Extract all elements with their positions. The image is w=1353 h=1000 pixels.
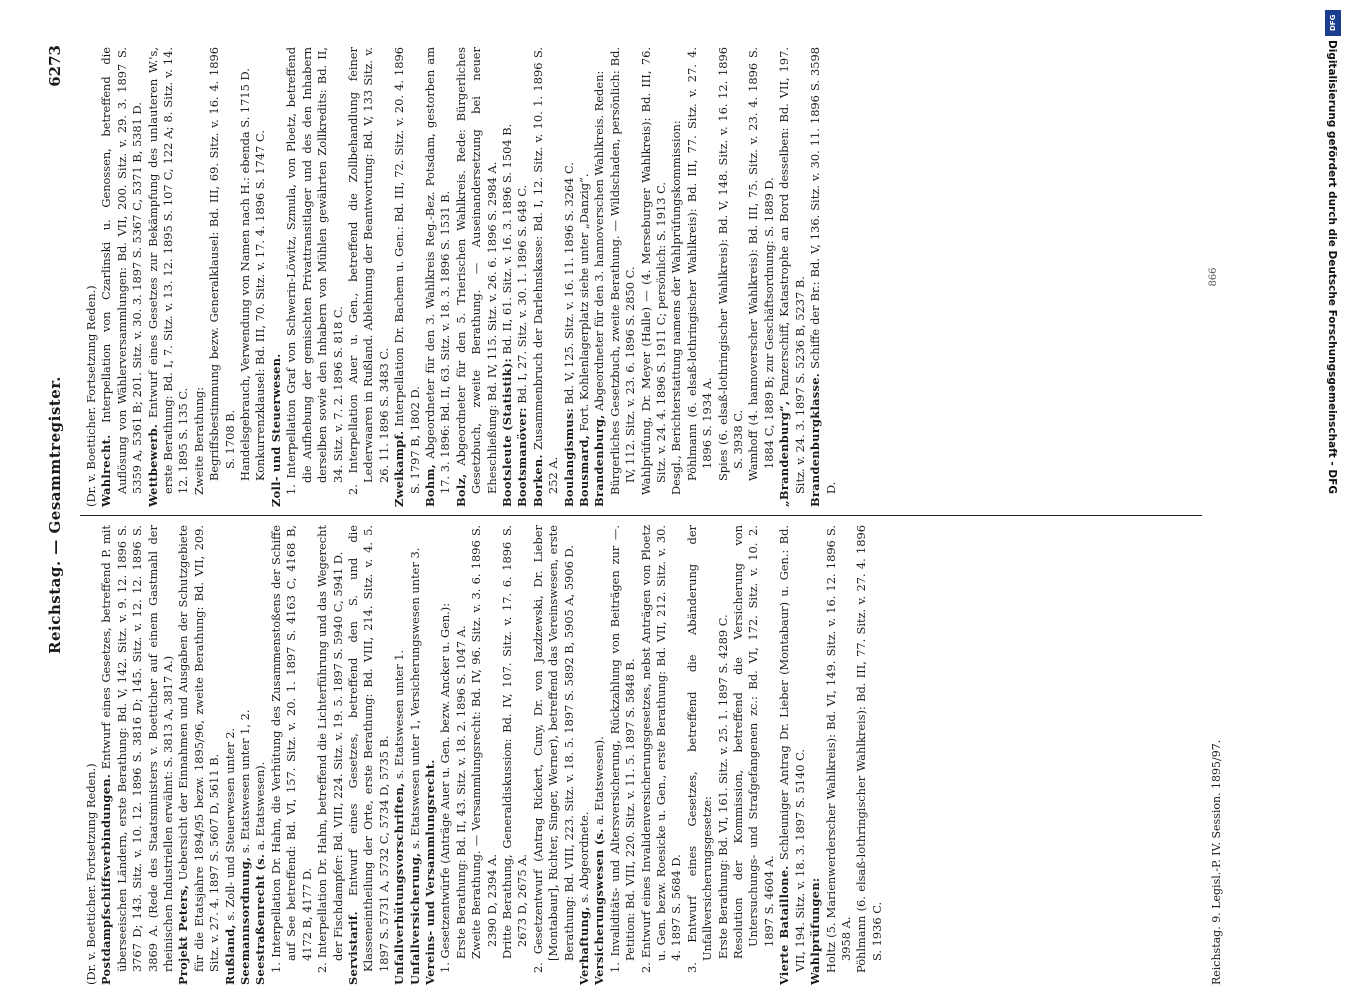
index-entry: 2. Entwurf eines Invalidenversicherungsgesetzes, nebst Anträgen von Ploetz u. Gen. bezw. Roesicke u. Gen., erste Berathung: Bd. VII, 212. Sitz. v. 30. 4. 1897 S. 5684 D.: [638, 525, 684, 973]
right-column: [84, 47, 1194, 507]
index-entry: Wahlprüfung, Dr. Meyer (Halle) — (4. Merseburger Wahlkreis): Bd. III, 76. Sitz. v. 24. 4. 1896 S. 1911 C; persönlich: S. 1913 C.: [638, 47, 669, 495]
page-title: Reichstag. — Gesammtregister.: [46, 376, 64, 654]
dfg-sidebar: [1318, 8, 1348, 992]
index-entry: Pöhlmann (6. elsaß-lothringischer Wahlkreis): Bd. III, 77. Sitz. v. 27. 4. 1896 S. 1936 C.: [854, 525, 884, 973]
index-entry: Seemannsordnung, s. Etatswesen unter 1, 2.: [238, 709, 253, 985]
rotated-document-page: [40, 45, 1300, 985]
index-entry: 1. Invaliditäts- und Altersversicherung, Rückzahlung von Beiträgen zur —. Petition: Bd. VIII, 220. Sitz. v. 11. 5. 1897 S. 5848 B.: [607, 525, 638, 973]
page-header: [40, 45, 72, 985]
index-entry: Spies (6. elsaß-lothringischer Wahlkreis): Bd. V, 148. Sitz. v. 16. 12. 1896 S. 3938 C.: [715, 47, 746, 481]
funding-notice: Digitalisierung gefördert durch die Deutsche Forschungsgemeinschaft - DFG: [1326, 40, 1338, 494]
index-entry: Bootsmanöver: Bd. I, 27. Sitz. v. 30. 1. 1896 S. 648 C.: [515, 184, 530, 507]
index-entry: 1. Interpellation Dr. Hahn, die Verhütung des Zusammenstoßens der Schiffe auf See betreffend: Bd. VI, 157. Sitz. v. 20. 1. 1897 S. 4163 C, 4168 B, 4172 B, 4177 D.: [268, 525, 314, 973]
index-entry: Wahlprüfungen:: [808, 877, 823, 985]
index-entry: Dritte Berathung, Generaldiskussion: Bd. IV, 107. Sitz. v. 17. 6. 1896 S. 2673 D, 2675 A.: [499, 525, 530, 959]
index-entry: Erste Berathung: Bd. VI, 161. Sitz. v. 25. 1. 1897 S. 4289 C.: [715, 614, 730, 959]
index-entry: (Dr. v. Boetticher. Fortsetzung Reden.): [84, 763, 98, 985]
index-entry: Handelsgebrauch, Verwendung von Namen nach H.: ebenda S. 1715 D.: [238, 68, 253, 481]
index-entry: Wahlrecht. Interpellation von Czarlinski u. Genossen, betreffend die Auflösung von Wählerversammlungen: Bd. VII, 200. Sitz. v. 29. 3. 1897 S. 5359 A, 5361 B; 201. Sitz. v. 30. 3. 1897 S. 5367 C, 5371 B, 5381 D.: [99, 47, 145, 507]
index-entry: Unfallversicherung, s. Etatswesen unter 1, Versicherungswesen unter 3.: [407, 547, 422, 985]
page-number: 6273: [46, 45, 64, 87]
index-entry: 3. Entwurf eines Gesetzes, betreffend die Abänderung der Unfallversicherungsgesetze:: [684, 525, 715, 973]
index-entry: Erste Berathung: Bd. II, 43. Sitz. v. 18. 2. 1896 S. 1047 A.: [453, 625, 468, 959]
index-entry: Boulangismus: Bd. V, 125. Sitz. v. 16. 11. 1896 S. 3264 C.: [561, 162, 576, 507]
index-entry: Projekt Peters, Uebersicht der Einnahmen und Ausgaben der Schutzgebiete für die Etatsjahre 1894/95 bezw. 1895/96, zweite Berathung: Bd. VII, 209. Sitz. v. 27. 4. 1897 S. 5607 D, 5611 B.: [176, 525, 222, 985]
index-entry: Pöhlmann (6. elsaß-lothringischer Wahlkreis): Bd. III, 77. Sitz. v. 27. 4. 1896 S. 1934 A.: [684, 47, 715, 481]
index-entry: Holtz (5. Marienwerderscher Wahlkreis): Bd. VI, 149. Sitz. v. 16. 12. 1896 S. 3958 A.: [823, 525, 853, 973]
index-entry: Rußland, s. Zoll- und Steuerwesen unter 2.: [222, 727, 237, 985]
page-footer: Reichstag. 9. Legisl.-P. IV. Session. 1895/97.: [1210, 739, 1223, 985]
index-entry: Versicherungswesen (s. a. Etatswesen).: [592, 736, 607, 985]
index-entry: 2. Interpellation Auer u. Gen., betreffend die Zollbehandlung feiner Lederwaaren in Rußland. Ablehnung der Beantwortung: Bd. V, 133 Sitz. v. 26. 11. 1896 S. 3483 C.: [345, 47, 391, 495]
index-entry: Brandenburgklasse. Schiffe der Br.: Bd. V, 136. Sitz. v. 30. 11. 1896 S. 3598 D.: [808, 47, 838, 507]
index-entry: 1. Interpellation Graf von Schwerin-Löwitz, Szmula, von Ploetz, betreffend die Aufhebung der gemischten Privattransitlager und des den Inhabern derselben sowie den Inhabern von Mühlen gewährten Zollkredits: Bd. II, 34. Sitz. v. 7. 2. 1896 S. 818 C.: [284, 47, 345, 495]
index-entry: Bohm, Abgeordneter für den 3. Wahlkreis Reg.-Bez. Potsdam, gestorben am 17. 3. 1896: Bd. II, 63. Sitz. v. 18. 3. 1896 S. 1531 B.: [422, 47, 453, 507]
index-entry: Desgl., Berichterstattung namens der Wahlprüfungskommission:: [669, 120, 684, 495]
index-entry: Vereins- und Versammlungsrecht.: [422, 759, 437, 985]
index-entry: 1. Gesetzentwürfe (Anträge Auer u. Gen. bezw. Ancker u. Gen.):: [438, 602, 453, 973]
index-entry: Konkurrenzklausel: Bd. III, 70. Sitz. v. 17. 4. 1896 S. 1747 C.: [253, 130, 268, 481]
index-entry: Bousmard, Fort. Kohlenlagerplatz siehe unter „Danzig“.: [577, 173, 591, 507]
index-entry: Borken. Zusammenbruch der Darlehnskasse: Bd. I, 12. Sitz. v. 10. 1. 1896 S. 252 A.: [530, 47, 561, 507]
index-entry: Verhaftung, s. Abgeordnete.: [577, 811, 591, 985]
dfg-logo-icon: DFG: [1325, 10, 1341, 36]
index-entry: (Dr. v. Boetticher. Fortsetzung Reden.): [84, 285, 98, 507]
index-entry: 2. Gesetzentwurf (Antrag Rickert, Cuny, Dr. von Jazdzewski, Dr. Lieber [Montabaur], Richter, Singer, Werner), betreffend das Vereinswesen, erste Berathung: Bd. VIII, 223. Sitz. v. 18. 5. 1897 S. 5892 B, 5905 A, 5906 D.: [530, 525, 576, 973]
index-entry: Begriffsbestimmung bezw. Generalklausel: Bd. III, 69. Sitz. v. 16. 4. 1896 S. 1708 B.: [207, 47, 237, 481]
index-entry: Bootsleute (Statistik): Bd. II, 61. Sitz. v. 16. 3. 1896 S. 1504 B.: [499, 123, 514, 507]
index-entry: 2. Interpellation Dr. Hahn, betreffend die Lichterführung und das Wegerecht der Fischdampfer: Bd. VIII, 224. Sitz. v. 19. 5. 1897 S. 5940 C, 5941 D.: [315, 525, 345, 973]
index-entry: Zoll- und Steuerwesen.: [268, 353, 283, 507]
index-entry: Wettbewerb. Entwurf eines Gesetzes zur Bekämpfung des unlauteren W.'s, erste Berathung: Bd. I, 7. Sitz. v. 13. 12. 1895 S. 107 C, 122 A; 8. Sitz. v. 14. 12. 1895 S. 135 C.: [145, 47, 191, 507]
index-entry: Servistarif. Entwurf eines Gesetzes, betreffend den S. und die Klasseneintheilung der Orte, erste Berathung: Bd. VIII, 214. Sitz. v. 4. 5. 1897 S. 5731 A, 5732 C, 5734 D, 5735 B.: [345, 525, 391, 985]
index-entry: Seestraßenrecht (s. a. Etatswesen).: [253, 761, 268, 985]
index-entry: Unfallverhütungsvorschriften, s. Etatswesen unter 1.: [392, 649, 407, 985]
index-entry: Zweite Berathung. — Versammlungsrecht: Bd. IV, 96. Sitz. v. 3. 6. 1896 S. 2390 D, 2394 A.: [469, 525, 499, 959]
index-entry: Zweikampf. Interpellation Dr. Bachem u. Gen.: Bd. III, 72. Sitz. v. 20. 4. 1896 S. 1797 B, 1802 D.: [392, 47, 422, 507]
index-entry: Bolz, Abgeordneter für den 5. Trierischen Wahlkreis. Rede: Bürgerliches Gesetzbuch, zweite Berathung. — Auseinandersetzung bei neuer Eheschließung: Bd. IV, 115. Sitz. v. 26. 6. 1896 S. 2984 A.: [453, 47, 499, 507]
index-entry: Bürgerliches Gesetzbuch, zweite Berathung. — Wildschaden, persönlich: Bd. IV, 112. Sitz. v. 23. 6. 1896 S. 2850 C.: [607, 47, 638, 495]
index-entry: Wamhoff (4. hannoverscher Wahlkreis): Bd. III, 75. Sitz. v. 23. 4. 1896 S. 1884 C, 1889 B; zur Geschäftsordnung: S. 1889 D.: [746, 47, 776, 481]
index-entry: Zweite Berathung:: [191, 386, 206, 495]
index-entry: Vierte Bataillone. Schleuniger Antrag Dr. Lieber (Montabaur) u. Gen.: Bd. VII, 194. Sitz. v. 18. 3. 1897 S. 5140 C.: [777, 525, 807, 985]
column-divider: [80, 515, 1202, 516]
signature-mark: 866: [1208, 267, 1219, 287]
left-column: [84, 525, 1194, 985]
index-entry: Resolution der Kommission, betreffend die Versicherung von Untersuchungs- und Strafgefangenen zc.: Bd. VI, 172. Sitz. v. 10. 2. 1897 S. 4604 A.: [731, 525, 776, 959]
index-entry: „Brandenburg“, Panzerschiff, Katastrophe an Bord desselben: Bd. VII, 197. Sitz. v. 24. 3. 1897 S. 5236 B, 5237 B.: [777, 47, 807, 507]
index-entry: Brandenburg, Abgeordneter für den 3. hannoverschen Wahlkreis. Reden:: [592, 70, 607, 507]
index-entry: Postdampfschiffsverbindungen. Entwurf eines Gesetzes, betreffend P. mit überseeischen Ländern, erste Berathung: Bd. V, 142. Sitz. v. 9. 12. 1896 S. 3767 D; 143. Sitz. v. 10. 12. 1896 S. 3816 D; 145. Sitz. v. 12. 12. 1896 S. 3869 A. (Rede des Staatsministers v. Boetticher auf einem Gastmahl der rheinischen Industriellen erwähnt: S. 3813 A, 3817 A.): [99, 525, 176, 985]
